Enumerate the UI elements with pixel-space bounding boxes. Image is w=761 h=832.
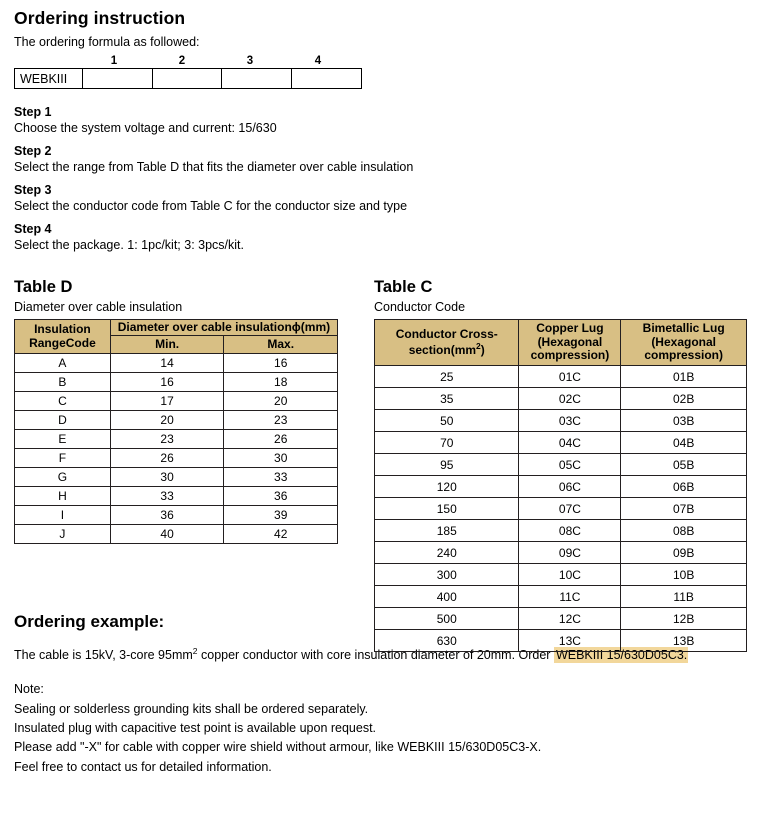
note-line-3: Please add "-X" for cable with copper wire shield without armour, like WEBKIII 15/630D05C3-X. (14, 740, 542, 755)
table-d-max: 20 (224, 392, 338, 411)
table-c-size: 50 (375, 410, 519, 432)
table-d-min: 14 (110, 354, 224, 373)
table-d-title: Table D (14, 278, 73, 296)
table-d-block (14, 278, 338, 544)
table-c-size: 240 (375, 542, 519, 564)
table-c-size: 500 (375, 608, 519, 630)
table-c-block (374, 278, 747, 652)
table-c-bimetallic: 07B (621, 498, 747, 520)
table-c-header-bimetallic-lug: Bimetallic Lug (Hexagonal compression) (621, 320, 747, 366)
table-c-size: 400 (375, 586, 519, 608)
table-c-size: 150 (375, 498, 519, 520)
table-d-code: F (15, 449, 111, 468)
table-d-min: 36 (110, 506, 224, 525)
table-row (375, 366, 747, 388)
table-d-max: 33 (224, 468, 338, 487)
example-order-code-highlight: WEBKIII 15/630D05C3. (555, 648, 688, 663)
table-c-body (375, 366, 747, 652)
table-c-header-cross-section-text: Conductor Cross-section(mm (395, 326, 498, 357)
table-c-bimetallic: 13B (621, 630, 747, 652)
table-c-size: 120 (375, 476, 519, 498)
formula-row (15, 69, 362, 89)
table-c-size: 25 (375, 366, 519, 388)
table-d-max: 30 (224, 449, 338, 468)
table-c-copper: 09C (519, 542, 621, 564)
table-d-max: 23 (224, 411, 338, 430)
table-c-copper: 04C (519, 432, 621, 454)
formula-table (14, 68, 362, 89)
table-d-min: 20 (110, 411, 224, 430)
example-text-before: The cable is 15kV, 3-core 95mm (14, 648, 193, 663)
ordering-example-title: Ordering example: (14, 612, 165, 631)
table-d-code: G (15, 468, 111, 487)
table-row (15, 487, 338, 506)
table-d-body (15, 354, 338, 544)
table-c-size: 300 (375, 564, 519, 586)
table-row (375, 432, 747, 454)
table-row (15, 525, 338, 544)
table-row (15, 392, 338, 411)
table-d-max: 16 (224, 354, 338, 373)
table-d-code: H (15, 487, 111, 506)
table-c-copper: 01C (519, 366, 621, 388)
table-row (15, 468, 338, 487)
step-3-label: Step 3 (14, 183, 52, 197)
table-row (375, 542, 747, 564)
formula-number-3: 3 (246, 55, 254, 67)
table-d-min: 17 (110, 392, 224, 411)
table-c-copper: 11C (519, 586, 621, 608)
table-row (375, 388, 747, 410)
table-row (15, 506, 338, 525)
step-1-label: Step 1 (14, 105, 52, 119)
table-d (14, 319, 338, 544)
table-row (375, 630, 747, 652)
table-d-max: 26 (224, 430, 338, 449)
page-title: Ordering instruction (14, 8, 186, 28)
table-c-copper: 02C (519, 388, 621, 410)
table-d-max: 39 (224, 506, 338, 525)
table-c-header-unit-sup: 2 (476, 340, 481, 351)
table-row (375, 564, 747, 586)
table-row (15, 411, 338, 430)
table-c-copper: 08C (519, 520, 621, 542)
notes-label: Note: (14, 682, 44, 697)
formula-field-3[interactable] (222, 69, 292, 89)
table-d-min: 26 (110, 449, 224, 468)
table-d-header-max: Max. (224, 336, 338, 354)
table-row (15, 354, 338, 373)
table-d-min: 40 (110, 525, 224, 544)
table-d-header-row-1 (15, 320, 338, 336)
table-c-copper: 07C (519, 498, 621, 520)
ordering-formula (14, 52, 362, 89)
table-c-bimetallic: 03B (621, 410, 747, 432)
table-d-min: 16 (110, 373, 224, 392)
table-c-copper: 03C (519, 410, 621, 432)
note-line-1: Sealing or solderless grounding kits shall be ordered separately. (14, 701, 369, 716)
table-d-max: 42 (224, 525, 338, 544)
table-c-bimetallic: 05B (621, 454, 747, 476)
table-row (375, 476, 747, 498)
step-4-text: Select the package. 1: 1pc/kit; 3: 3pcs/kit. (14, 238, 244, 252)
table-d-code: D (15, 411, 111, 430)
formula-field-4[interactable] (292, 69, 362, 89)
table-c-bimetallic: 04B (621, 432, 747, 454)
table-row (375, 454, 747, 476)
table-c-bimetallic: 10B (621, 564, 747, 586)
formula-number-1: 1 (110, 55, 118, 67)
example-text-middle: copper conductor with core insulation diameter of 20mm. Order (197, 648, 554, 663)
note-line-2: Insulated plug with capacitive test point is available upon request. (14, 720, 377, 735)
table-d-code: B (15, 373, 111, 392)
step-2-label: Step 2 (14, 144, 52, 158)
step-2-text: Select the range from Table D that fits the diameter over cable insulation (14, 160, 414, 174)
table-c-size: 185 (375, 520, 519, 542)
table-row (15, 449, 338, 468)
table-row (375, 498, 747, 520)
table-d-min: 23 (110, 430, 224, 449)
table-c-bimetallic: 09B (621, 542, 747, 564)
table-c-copper: 06C (519, 476, 621, 498)
formula-base-code: WEBKIII (15, 69, 83, 89)
formula-number-4: 4 (314, 55, 322, 67)
table-row (15, 430, 338, 449)
table-d-max: 36 (224, 487, 338, 506)
table-c-header-cross-section (375, 320, 519, 366)
formula-field-2[interactable] (152, 69, 222, 89)
step-1-text: Choose the system voltage and current: 15/630 (14, 121, 277, 135)
table-d-header-min: Min. (110, 336, 224, 354)
table-d-min: 30 (110, 468, 224, 487)
table-d-header-insulation: Insulation RangeCode (15, 320, 111, 354)
table-c-bimetallic: 11B (621, 586, 747, 608)
step-3-text: Select the conductor code from Table C for the conductor size and type (14, 199, 408, 213)
table-c-bimetallic: 06B (621, 476, 747, 498)
table-d-code: J (15, 525, 111, 544)
formula-lead-text: The ordering formula as followed: (14, 35, 200, 49)
table-c-copper: 10C (519, 564, 621, 586)
table-c-copper: 13C (519, 630, 621, 652)
table-c-bimetallic: 02B (621, 388, 747, 410)
table-row (15, 373, 338, 392)
table-row (375, 410, 747, 432)
table-c-title: Table C (374, 278, 433, 296)
table-c (374, 319, 747, 652)
table-d-code: A (15, 354, 111, 373)
steps-list (14, 105, 761, 252)
table-row (375, 608, 747, 630)
table-d-min: 33 (110, 487, 224, 506)
table-d-header-diameter-group: Diameter over cable insulationϕ(mm) (110, 320, 337, 336)
formula-number-2: 2 (178, 55, 186, 67)
table-c-header-copper-lug: Copper Lug (Hexagonal compression) (519, 320, 621, 366)
table-row (375, 586, 747, 608)
table-c-copper: 12C (519, 608, 621, 630)
table-c-bimetallic: 08B (621, 520, 747, 542)
table-c-size: 630 (375, 630, 519, 652)
example-sup: 2 (192, 646, 198, 656)
table-c-header-unit-tail: ) (480, 342, 485, 357)
formula-field-1[interactable] (82, 69, 152, 89)
table-c-bimetallic: 12B (621, 608, 747, 630)
table-c-size: 35 (375, 388, 519, 410)
table-row (375, 520, 747, 542)
table-c-copper: 05C (519, 454, 621, 476)
table-c-size: 95 (375, 454, 519, 476)
table-d-max: 18 (224, 373, 338, 392)
formula-number-row (14, 52, 362, 67)
table-d-code: E (15, 430, 111, 449)
table-c-bimetallic: 01B (621, 366, 747, 388)
note-line-4: Feel free to contact us for detailed information. (14, 759, 272, 774)
table-c-size: 70 (375, 432, 519, 454)
table-c-header-row (375, 320, 747, 366)
table-d-subtitle: Diameter over cable insulation (14, 300, 183, 314)
notes-block (14, 680, 761, 777)
step-4-label: Step 4 (14, 222, 52, 236)
table-c-subtitle: Conductor Code (374, 300, 466, 314)
table-d-code: C (15, 392, 111, 411)
table-d-code: I (15, 506, 111, 525)
